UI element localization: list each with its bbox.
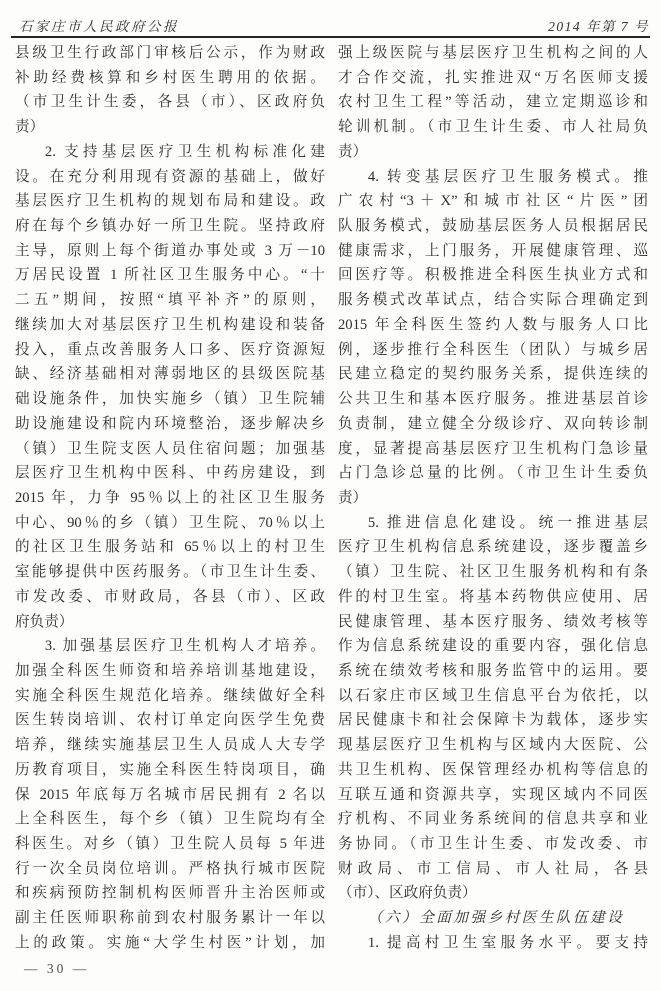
right-column xyxy=(338,41,648,956)
text-line: 农村卫生工程”等活动，建立定期巡诊和 xyxy=(338,94,648,111)
text-line: 的社区卫生服务站和 65％以上的村卫生 xyxy=(15,539,325,556)
text-line: 实施全科医生规范化培养。继续做好全科 xyxy=(15,687,325,704)
text-line: 科医生。对乡（镇）卫生院人员每 5 年进 xyxy=(15,836,325,852)
text-line: 件的村卫生室。将基本药物供应使用、居 xyxy=(338,588,648,605)
text-line: 室能够提供中医药服务。（市卫生计生委、 xyxy=(15,564,325,581)
document-body xyxy=(15,41,648,956)
text-line: 公共卫生和基本医疗服务。推进基层首诊 xyxy=(338,391,648,408)
text-line: 上全科医生，每个乡（镇）卫生院均有全 xyxy=(15,811,325,828)
text-line: 例，逐步推行全科医生（团队）与城乡居 xyxy=(338,341,648,358)
text-line: 加强全科医生师资和培养培训基地建设， xyxy=(15,662,325,679)
text-line: 度，显著提高基层医疗卫生机构门急诊量 xyxy=(338,440,648,457)
text-line: 主导，原则上每个街道办事处或 3 万－10 xyxy=(15,242,325,259)
text-line: 保 2015 年底每万名城市居民拥有 2 名以 xyxy=(15,786,325,803)
text-line: 行一次全员岗位培训。严格执行城市医院 xyxy=(15,860,325,877)
text-line: 设。在充分利用现有资源的基础上，做好 xyxy=(15,168,325,185)
text-line: 疗机构、不同业务系统间的信息共享和业 xyxy=(338,811,648,828)
text-line: 万居民设置 1 所社区卫生服务中心。“十 xyxy=(15,267,325,284)
text-line: 中心、90％的乡（镇）卫生院、70％以上 xyxy=(15,514,325,531)
text-line: 础设施条件，加快实施乡（镇）卫生院辅 xyxy=(15,391,325,408)
text-line: 服务模式改革试点，结合实际合理确定到 xyxy=(338,292,648,309)
text-line: 补助经费核算和乡村医生聘用的依据。 xyxy=(15,69,325,86)
text-line: （市）、区政府负责） xyxy=(338,885,477,902)
text-line: 责） xyxy=(338,489,368,506)
text-line: 现基层医疗卫生机构与区域内大医院、公 xyxy=(338,737,648,754)
text-line: 务协同。（市卫生计生委、市发改委、市 xyxy=(338,836,648,852)
text-line: 缺、经济基础相对薄弱地区的县级医院基 xyxy=(15,366,325,383)
text-line: 队服务模式，鼓励基层医务人员根据居民 xyxy=(338,218,648,235)
text-line: 回医疗等。积极推进全科医生执业方式和 xyxy=(338,267,648,284)
text-line: 府在每个乡镇办好一所卫生院。坚持政府 xyxy=(15,218,325,235)
issue-label: 2014 年第 7 号 xyxy=(548,19,649,34)
text-line: 市发改委、市财政局，各县（市）、区政 xyxy=(15,588,325,605)
text-line: 居民健康卡和社会保障卡为载体，逐步实 xyxy=(338,712,648,729)
text-line: 负责制，建立健全分级诊疗、双向转诊制 xyxy=(338,415,648,432)
text-line: 轮训机制。（市卫生计生委、市人社局负 xyxy=(338,119,648,136)
text-line: 强上级医院与基层医疗卫生机构之间的人 xyxy=(338,45,648,61)
text-line: 互联互通和资源共享，实现区域内不同医 xyxy=(338,786,648,803)
text-line: 1. 提高村卫生室服务水平。要支持 xyxy=(367,934,648,951)
text-line: 2. 支持基层医疗卫生机构标准化建 xyxy=(44,143,325,160)
text-line: 占门急诊总量的比例。（市卫生计生委负 xyxy=(338,465,648,482)
text-line: 财政局、市工信局、市人社局，各县 xyxy=(338,860,648,877)
text-line: 层医疗卫生机构中医科、中药房建设，到 xyxy=(15,465,325,482)
text-line: 共卫生机构、医保管理经办机构等信息的 xyxy=(338,761,648,778)
text-line: （市卫生计生委，各县（市）、区政府负 xyxy=(15,94,325,111)
text-line: 助设施建设和院内环境整治，逐步解决乡 xyxy=(15,415,325,432)
text-line: 才合作交流，扎实推进双“万名医师支援 xyxy=(338,69,648,86)
left-column xyxy=(15,41,325,956)
text-line: （镇）卫生院支医人员住宿问题；加强基 xyxy=(15,440,325,457)
text-line: 系统在绩效考核和服务监管中的运用。要 xyxy=(338,662,648,679)
text-line: 作为信息系统建设的重要内容，强化信息 xyxy=(338,638,648,655)
text-line: 继续加大对基层医疗卫生机构建设和装备 xyxy=(15,316,325,333)
text-line: 二五”期间，按照“填平补齐”的原则， xyxy=(15,292,325,309)
text-line: 3. 加强基层医疗卫生机构人才培养。 xyxy=(44,638,325,655)
page-header xyxy=(13,13,649,35)
text-line: 2015 年，力争 95％以上的社区卫生服务 xyxy=(15,489,325,506)
text-line: 2015 年全科医生签约人数与服务人口比 xyxy=(338,316,648,333)
text-line: 健康需求，上门服务，开展健康管理、巡 xyxy=(338,242,648,259)
text-line: 4. 转变基层医疗卫生服务模式。推 xyxy=(367,168,648,185)
text-line: （六）全面加强乡村医生队伍建设 xyxy=(367,910,625,927)
text-line: 上的政策。实施“大学生村医”计划，加 xyxy=(15,934,325,951)
text-line: 民健康管理、基本医疗服务、绩效考核等 xyxy=(338,613,648,630)
text-line: 医疗卫生机构信息系统建设，逐步覆盖乡 xyxy=(338,539,648,556)
text-line: 历教育项目，实施全科医生特岗项目，确 xyxy=(15,761,325,778)
text-line: 民建立稳定的契约服务关系，提供连续的 xyxy=(338,366,648,383)
text-line: 责） xyxy=(15,119,45,136)
text-line: 基层医疗卫生机构的规划布局和建设。政 xyxy=(15,193,325,210)
text-line: 责） xyxy=(338,143,368,160)
text-line: 5. 推进信息化建设。统一推进基层 xyxy=(367,514,648,531)
page-number: — 30 — xyxy=(24,961,90,976)
text-line: 医生转岗培训、农村订单定向医学生免费 xyxy=(15,712,325,729)
text-line: 和疾病预防控制机构医师晋升主治医师或 xyxy=(15,885,325,902)
header-divider xyxy=(11,36,650,38)
text-line: 投入，重点改善服务人口多、医疗资源短 xyxy=(15,341,325,358)
text-line: 府负责） xyxy=(15,613,74,630)
text-line: 培养，继续实施基层卫生人员成人大专学 xyxy=(15,737,325,754)
gazette-title: 石家庄市人民政府公报 xyxy=(19,19,179,34)
text-line: 副主任医师职称前到农村服务累计一年以 xyxy=(15,910,325,927)
text-line: 广农村“3＋X”和城市社区“片医”团 xyxy=(338,193,648,210)
text-line: 以石家庄市区域卫生信息平台为依托，以 xyxy=(338,687,648,704)
text-line: （镇）卫生院、社区卫生服务机构和有条 xyxy=(338,564,648,581)
text-line: 县级卫生行政部门审核后公示，作为财政 xyxy=(15,45,325,61)
